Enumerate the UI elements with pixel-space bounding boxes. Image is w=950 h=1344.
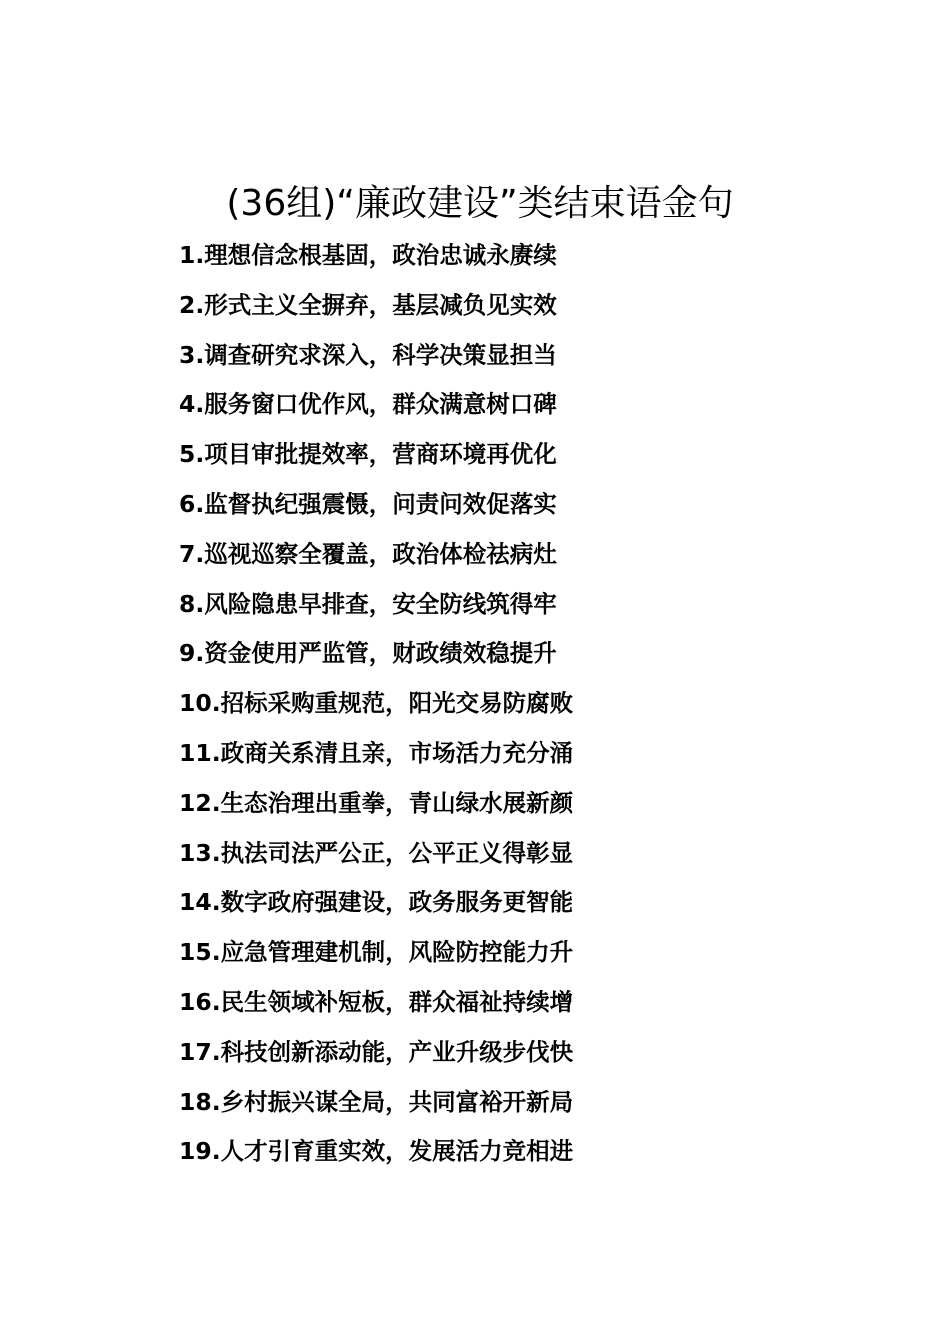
list-item: 19.人才引育重实效，发展活力竞相进 (179, 1137, 574, 1166)
list-item: 7.巡视巡察全覆盖，政治体检祛病灶 (179, 539, 557, 568)
list-item: 8.风险隐患早排查，安全防线筑得牢 (179, 589, 557, 618)
slogan-list (179, 235, 573, 1181)
list-item: 13.执法司法严公正，公平正义得彰显 (179, 838, 574, 867)
list-item: 18.乡村振兴谋全局，共同富裕开新局 (179, 1087, 574, 1116)
list-item: 14.数字政府强建设，政务服务更智能 (179, 888, 574, 917)
list-item: 6.监督执纪强震慑，问责问效促落实 (179, 489, 557, 518)
document-title: (36组)“廉政建设”类结束语金句 (226, 183, 734, 224)
list-item: 1.理想信念根基固，政治忠诚永赓续 (179, 241, 557, 269)
list-item: 15.应急管理建机制，风险防控能力升 (179, 938, 574, 967)
list-item: 2.形式主义全摒弃，基层减负见实效 (179, 290, 557, 319)
list-item: 10.招标采购重规范，阳光交易防腐败 (179, 689, 574, 718)
list-item: 9.资金使用严监管，财政绩效稳提升 (179, 639, 557, 668)
list-item: 4.服务窗口优作风，群众满意树口碑 (179, 390, 557, 419)
list-item: 11.政商关系清且亲，市场活力充分涌 (179, 738, 574, 767)
list-item: 3.调查研究求深入，科学决策显担当 (179, 340, 557, 369)
list-item: 12.生态治理出重拳，青山绿水展新颜 (179, 788, 574, 817)
list-item: 5.项目审批提效率，营商环境再优化 (179, 440, 557, 469)
list-item: 16.民生领域补短板，群众福祉持续增 (179, 987, 574, 1016)
list-item: 17.科技创新添动能，产业升级步伐快 (179, 1037, 574, 1066)
